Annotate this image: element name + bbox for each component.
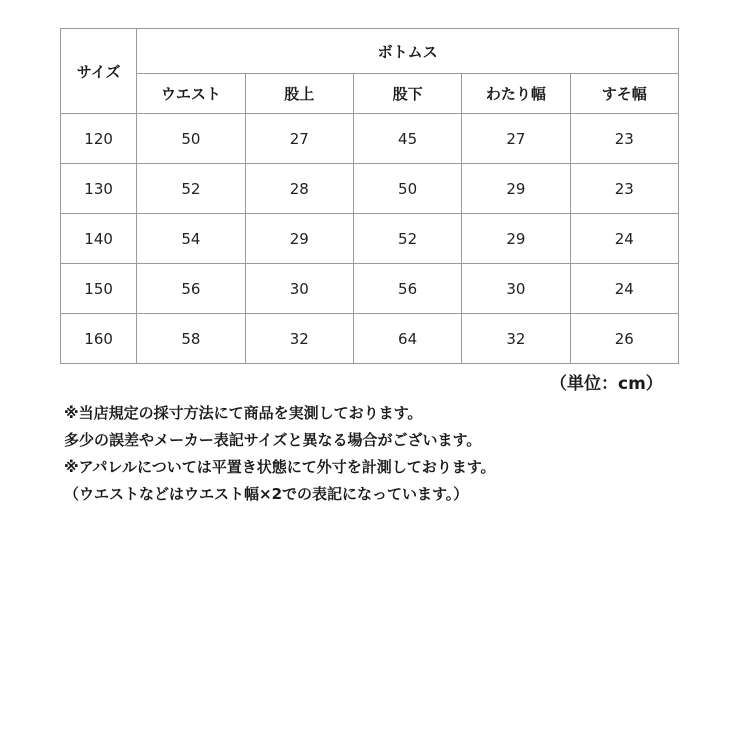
table-cell: 27	[462, 114, 570, 164]
header-row-columns	[61, 74, 679, 114]
notes-block	[64, 400, 664, 508]
table-cell: 50	[137, 114, 245, 164]
table-cell: 28	[245, 164, 353, 214]
table-cell: 30	[245, 264, 353, 314]
table-cell: 58	[137, 314, 245, 364]
table-cell: 27	[245, 114, 353, 164]
table-cell: 52	[353, 214, 461, 264]
table-cell: 30	[462, 264, 570, 314]
column-header-hem-width: すそ幅	[570, 74, 678, 114]
note-line: 多少の誤差やメーカー表記サイズと異なる場合がございます。	[64, 431, 482, 449]
size-chart-table	[60, 28, 679, 364]
unit-label: （単位：cm）	[550, 374, 663, 394]
table-cell: 64	[353, 314, 461, 364]
table-cell: 23	[570, 114, 678, 164]
table-cell: 26	[570, 314, 678, 364]
column-header-thigh-width: わたり幅	[462, 74, 570, 114]
table-cell: 24	[570, 264, 678, 314]
table-row	[61, 164, 679, 214]
table-cell: 45	[353, 114, 461, 164]
table-row	[61, 314, 679, 364]
table-cell: 29	[245, 214, 353, 264]
table-row	[61, 114, 679, 164]
bottoms-group-header: ボトムス	[137, 29, 679, 74]
table-cell: 52	[137, 164, 245, 214]
note-line: ※アパレルについては平置き状態にて外寸を計測しております。	[64, 458, 496, 476]
table-cell: 29	[462, 164, 570, 214]
table-cell: 32	[245, 314, 353, 364]
size-cell: 160	[61, 314, 137, 364]
size-cell: 150	[61, 264, 137, 314]
table-row	[61, 264, 679, 314]
table-cell: 56	[137, 264, 245, 314]
note-line: （ウエストなどはウエスト幅×2での表記になっています。）	[64, 485, 469, 503]
size-cell: 120	[61, 114, 137, 164]
table-cell: 56	[353, 264, 461, 314]
size-cell: 140	[61, 214, 137, 264]
table-row	[61, 214, 679, 264]
column-header-rise: 股上	[245, 74, 353, 114]
table-cell: 54	[137, 214, 245, 264]
table-cell: 23	[570, 164, 678, 214]
table-cell: 29	[462, 214, 570, 264]
header-row-group	[61, 29, 679, 74]
column-header-waist: ウエスト	[137, 74, 245, 114]
table-cell: 24	[570, 214, 678, 264]
size-cell: 130	[61, 164, 137, 214]
table-cell: 32	[462, 314, 570, 364]
column-header-inseam: 股下	[353, 74, 461, 114]
size-header: サイズ	[61, 29, 137, 114]
table-cell: 50	[353, 164, 461, 214]
note-line: ※当店規定の採寸方法にて商品を実測しております。	[64, 404, 423, 422]
